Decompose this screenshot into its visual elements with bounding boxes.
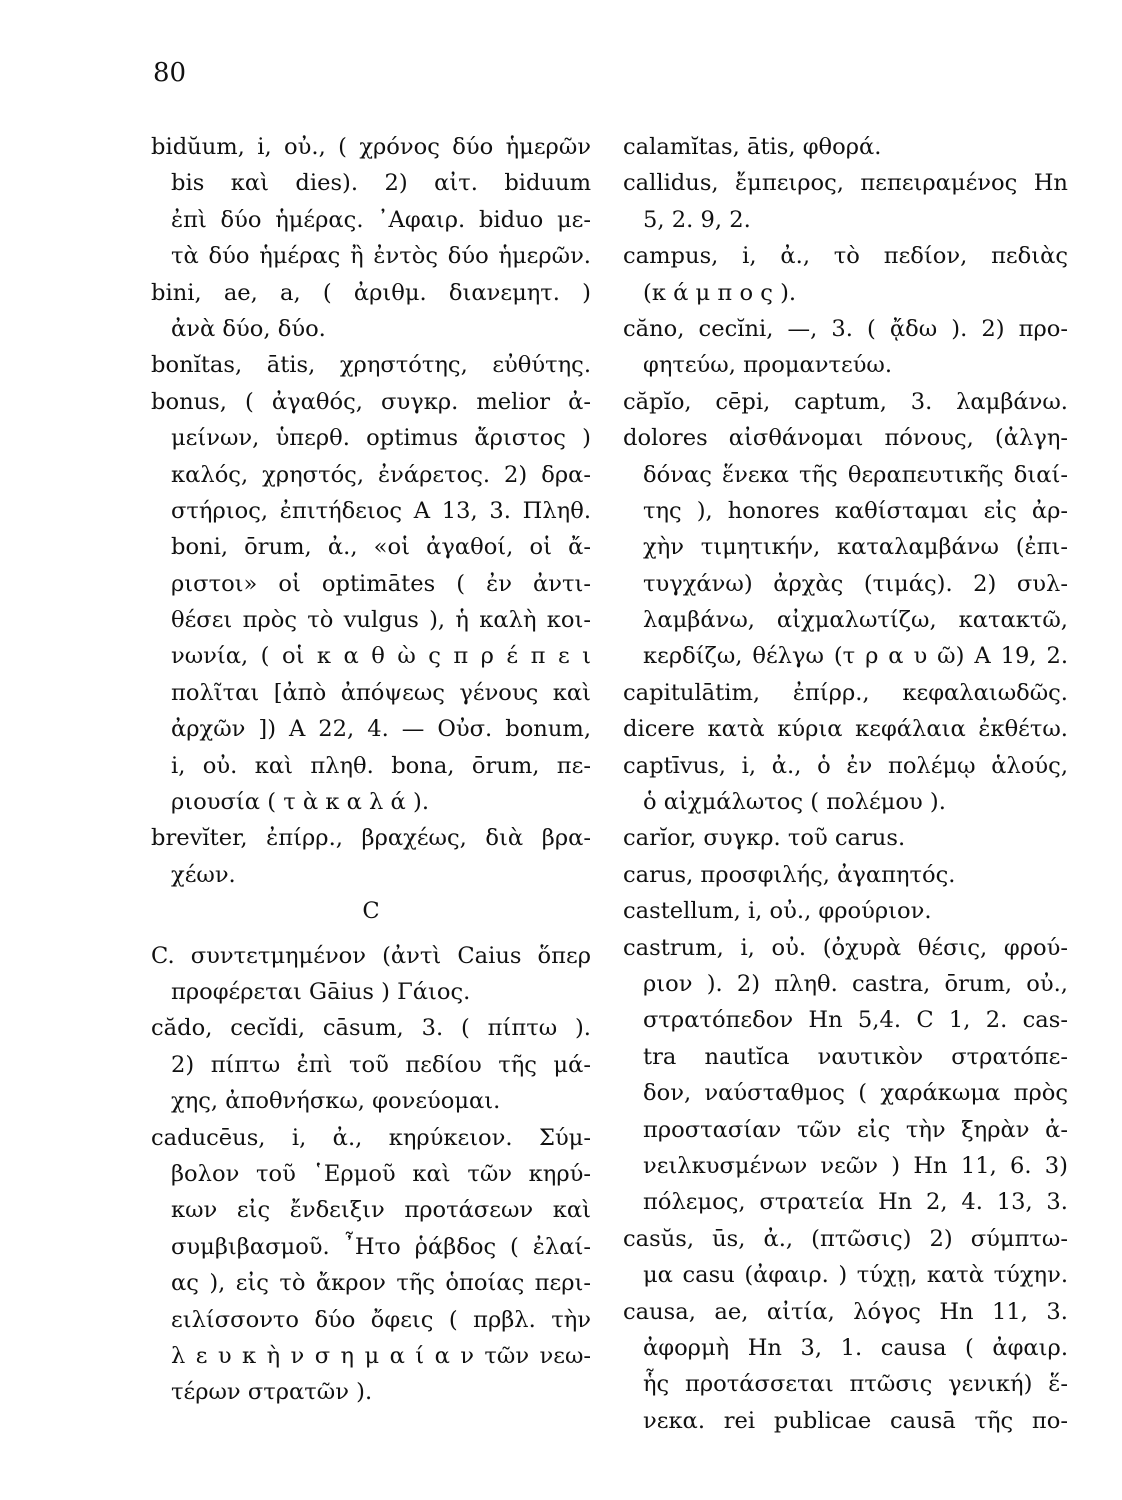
right-column-line: στρατόπεδον Hn 5,4. C 1, 2. cas- — [643, 1007, 1068, 1034]
left-column-line: βολον τοῦ ῾Ερμοῦ καὶ τῶν κηρύ- — [171, 1160, 591, 1187]
left-column-line: C. συντετμημένον (ἀντὶ Caius ὅπερ — [151, 942, 591, 969]
left-column-line: ἀνὰ δύο, δύο. — [171, 315, 326, 342]
right-column-line: νειλκυσμένων νεῶν ) Hn 11, 6. 3) — [643, 1152, 1068, 1179]
left-column-line: ριστοι» οἱ optimātes ( ἐν ἀντι- — [171, 570, 591, 597]
right-column-line: προστασίαν τῶν εἰς τὴν ξηρὰν ἀ- — [643, 1116, 1068, 1143]
right-column-line: δον, ναύσταθμος ( χαράκωμα πρὸς — [643, 1080, 1068, 1107]
right-column-line: tra nautĭca ναυτικὸν στρατόπε- — [643, 1043, 1068, 1070]
left-column-line: συμβιβασμοῦ. ῏Ητο ῥάβδος ( ἐλαί- — [171, 1233, 591, 1260]
page-number: 80 — [153, 58, 187, 88]
right-column-line: casŭs, ūs, ἀ., (πτῶσις) 2) σύμπτω- — [623, 1225, 1068, 1252]
right-column-line: castellum, i, οὐ., φρούριον. — [623, 898, 932, 925]
right-column-line: ὁ αἰχμάλωτος ( πολέμου ). — [643, 789, 946, 816]
right-column-line: χὴν τιμητικήν, καταλαμβάνω (ἐπι- — [643, 534, 1068, 561]
right-column-line: νεκα. rei publicae causā τῆς πο- — [643, 1407, 1068, 1434]
right-column-line: causa, ae, αἰτία, λόγος Hn 11, 3. — [623, 1298, 1068, 1325]
right-column-line: capitulātim, ἐπίρρ., κεφαλαιωδῶς. — [623, 679, 1068, 706]
right-column-line: ἀφορμὴ Hn 3, 1. causa ( ἀφαιρ. — [643, 1334, 1068, 1361]
left-column-line: bonĭtas, ātis, χρηστότης, εὐθύτης. — [151, 352, 591, 379]
right-column-line: captīvus, i, ἀ., ὁ ἐν πολέμῳ ἁλούς, — [623, 752, 1068, 779]
left-column-line: bis καὶ dies). 2) αἰτ. biduum — [171, 170, 591, 197]
right-column-line: căno, cecĭni, —, 3. ( ᾄδω ). 2) προ- — [623, 315, 1068, 342]
right-column-line: της ), honores καθίσταμαι εἰς ἀρ- — [643, 497, 1068, 524]
left-column-line: ειλίσσοντο δύο ὄφεις ( πρβλ. τὴν — [171, 1306, 591, 1333]
left-column-line: brevĭter, ἐπίρρ., βραχέως, διὰ βρα- — [151, 825, 591, 852]
left-column-line: θέσει πρὸς τὸ vulgus ), ἡ καλὴ κοι- — [171, 607, 591, 634]
right-column-line: φητεύω, προμαντεύω. — [643, 352, 893, 379]
right-column-line: τυγχάνω) ἀρχὰς (τιμάς). 2) συλ- — [643, 570, 1068, 597]
right-column-line: calamĭtas, ātis, φθορά. — [623, 134, 882, 160]
left-column-line: caducēus, i, ἀ., κηρύκειον. Σύμ- — [151, 1124, 591, 1151]
left-column-line: καλός, χρηστός, ἐνάρετος. 2) δρα- — [171, 461, 591, 488]
left-column-line: bidŭum, i, οὐ., ( χρόνος δύο ἡμερῶν — [151, 134, 591, 160]
left-column-line: boni, ōrum, ἀ., «οἱ ἀγαθοί, οἱ ἄ- — [171, 534, 591, 561]
right-column-line: callidus, ἔμπειρος, πεπειραμένος Hn — [623, 170, 1068, 197]
left-column-line: C — [362, 898, 380, 925]
left-column-line: πολῖται [ἀπὸ ἀπόψεως γένους καὶ — [171, 679, 591, 706]
right-column-line: castrum, i, οὐ. (ὀχυρὰ θέσις, φρού- — [623, 934, 1068, 961]
left-column-line: ἐπὶ δύο ἡμέρας. ᾿Αφαιρ. biduo με- — [171, 206, 591, 233]
spacer — [151, 930, 591, 938]
left-column-line: μείνων, ὑπερθ. optimus ἄριστος ) — [171, 425, 591, 452]
right-column-line: dolores αἰσθάνομαι πόνους, (ἀλγη- — [623, 425, 1068, 452]
left-column-line: νωνία, ( οἱ κ α θ ὼ ς π ρ έ π ε ι — [171, 643, 591, 670]
left-column-line: κων εἰς ἔνδειξιν προτάσεων καὶ — [171, 1197, 591, 1224]
right-column-line: ριον ). 2) πληθ. castra, ōrum, οὐ., — [643, 970, 1068, 997]
right-column-line: ἧς προτάσσεται πτῶσις γενική) ἕ- — [643, 1371, 1068, 1398]
left-column-line: χέων. — [171, 861, 236, 888]
left-column-line: ας ), εἰς τὸ ἄκρον τῆς ὁποίας περι- — [171, 1270, 591, 1297]
left-column-line: τέρων στρατῶν ). — [171, 1379, 373, 1406]
left-column-line: i, οὐ. καὶ πληθ. bona, ōrum, πε- — [171, 752, 591, 779]
left-column — [151, 129, 591, 1411]
right-column-line: λαμβάνω, αἰχμαλωτίζω, κατακτῶ, — [643, 607, 1068, 634]
right-column-line: δόνας ἕνεκα τῆς θεραπευτικῆς διαί- — [643, 461, 1068, 488]
right-column-line: 5, 2. 9, 2. — [643, 206, 751, 233]
right-column-line: căpĭo, cēpi, captum, 3. λαμβάνω. — [623, 388, 1068, 415]
right-column-line: (κ ά μ π ο ς ). — [643, 279, 797, 306]
left-column-line: προφέρεται Gāius ) Γάιος. — [171, 978, 471, 1005]
right-column-line: carus, προσφιλής, ἀγαπητός. — [623, 861, 956, 888]
right-column-line: πόλεμος, στρατεία Hn 2, 4. 13, 3. — [643, 1189, 1068, 1216]
left-column-line: bini, ae, a, ( ἀριθμ. διανεμητ. ) — [151, 279, 591, 306]
left-column-line: ριουσία ( τ ὰ κ α λ ά ). — [171, 789, 429, 816]
right-column-line: κερδίζω, θέλγω (τ ρ α υ ῶ) A 19, 2. — [643, 643, 1068, 670]
left-column-line: bonus, ( ἀγαθός, συγκρ. melior ἀ- — [151, 388, 591, 415]
right-column-line: μα casu (ἀφαιρ. ) τύχῃ, κατὰ τύχην. — [643, 1262, 1068, 1289]
left-column-line: cădo, cecĭdi, cāsum, 3. ( πίπτω ). — [151, 1015, 591, 1042]
right-column-line: carĭor, συγκρ. τοῦ carus. — [623, 825, 906, 852]
right-column-line: campus, i, ἀ., τὸ πεδίον, πεδιὰς — [623, 243, 1068, 270]
left-column-line: ἀρχῶν ]) A 22, 4. — Οὐσ. bonum, — [171, 716, 591, 743]
left-column-line: τὰ δύο ἡμέρας ἢ ἐντὸς δύο ἡμερῶν. — [171, 243, 591, 270]
left-column-line: χης, ἀποθνήσκω, φονεύομαι. — [171, 1088, 501, 1115]
left-column-line: 2) πίπτω ἐπὶ τοῦ πεδίου τῆς μά- — [171, 1051, 591, 1078]
right-column-line: dicere κατὰ κύρια κεφάλαια ἐκθέτω. — [623, 716, 1068, 743]
right-column — [623, 129, 1068, 1439]
left-column-line: λ ε υ κ ὴ ν σ η μ α ί α ν τῶν νεω- — [171, 1342, 591, 1369]
left-column-line: στήριος, ἐπιτήδειος A 13, 3. Πληθ. — [171, 497, 591, 524]
